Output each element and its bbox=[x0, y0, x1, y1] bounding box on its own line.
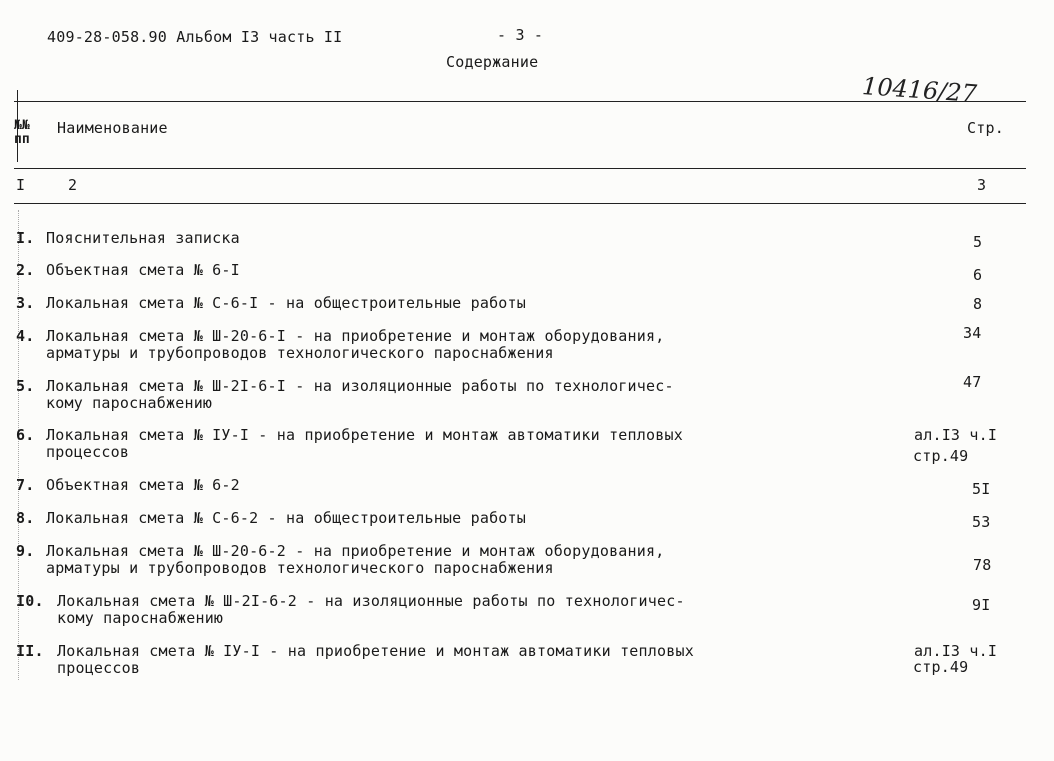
row-page-continued: стр.49 bbox=[913, 658, 969, 676]
row-title: Пояснительная записка bbox=[46, 229, 240, 247]
row-number: 8. bbox=[16, 509, 35, 527]
row-page: ал.I3 ч.I bbox=[914, 642, 998, 660]
row-page: 34 bbox=[963, 324, 982, 342]
index-col-3: 3 bbox=[977, 176, 987, 194]
row-page: 5I bbox=[972, 480, 991, 498]
row-number: 3. bbox=[16, 294, 35, 312]
handwritten-reference: 10416/27 bbox=[861, 72, 978, 108]
row-title: Локальная смета № Ш-20-6-2 - на приобретение и монтаж оборудования, bbox=[46, 542, 665, 560]
row-title-continued: кому пароснабжению bbox=[57, 609, 224, 627]
index-col-1: I bbox=[16, 176, 26, 194]
col-name-header: Наименование bbox=[57, 119, 168, 137]
col-page-header: Стр. bbox=[967, 119, 1004, 137]
row-title-continued: процессов bbox=[57, 659, 141, 677]
row-title: Локальная смета № IУ-I - на приобретение и монтаж автоматики тепловых bbox=[57, 642, 694, 660]
row-title: Локальная смета № IУ-I - на приобретение и монтаж автоматики тепловых bbox=[46, 426, 683, 444]
row-number: I0. bbox=[16, 592, 44, 610]
row-title: Локальная смета № Ш-2I-6-I - на изоляционные работы по технологичес- bbox=[46, 377, 674, 395]
row-number: II. bbox=[16, 642, 44, 660]
row-page: 5 bbox=[973, 233, 983, 251]
table-top-rule bbox=[14, 101, 1026, 102]
row-page: 9I bbox=[972, 596, 991, 614]
row-page: 6 bbox=[973, 266, 983, 284]
page-number: - 3 - bbox=[497, 26, 544, 44]
row-number: I. bbox=[16, 229, 35, 247]
row-page: ал.I3 ч.I bbox=[914, 426, 998, 444]
document-title: Содержание bbox=[446, 53, 539, 71]
row-title: Объектная смета № 6-I bbox=[46, 261, 240, 279]
table-header-rule bbox=[14, 168, 1026, 169]
row-number: 4. bbox=[16, 327, 35, 345]
row-title: Локальная смета № Ш-2I-6-2 - на изоляционные работы по технологичес- bbox=[57, 592, 685, 610]
row-page: 78 bbox=[973, 556, 992, 574]
row-page: 47 bbox=[963, 373, 982, 391]
row-page: 8 bbox=[973, 295, 983, 313]
row-number: 9. bbox=[16, 542, 35, 560]
col-num-header: №№ пп bbox=[14, 118, 30, 147]
row-title: Локальная смета № С-6-2 - на общестроительные работы bbox=[46, 509, 526, 527]
row-title: Локальная смета № Ш-20-6-I - на приобретение и монтаж оборудования, bbox=[46, 327, 665, 345]
index-col-2: 2 bbox=[68, 176, 78, 194]
row-page-continued: стр.49 bbox=[913, 447, 969, 465]
row-number: 6. bbox=[16, 426, 35, 444]
row-title-continued: процессов bbox=[46, 443, 130, 461]
row-page: 53 bbox=[972, 513, 991, 531]
table-index-rule bbox=[14, 203, 1026, 204]
row-number: 5. bbox=[16, 377, 35, 395]
row-title-continued: арматуры и трубопроводов технологического пароснабжения bbox=[46, 344, 554, 362]
row-title-continued: кому пароснабжению bbox=[46, 394, 213, 412]
row-title: Объектная смета № 6-2 bbox=[46, 476, 240, 494]
row-title: Локальная смета № С-6-I - на общестроительные работы bbox=[46, 294, 526, 312]
row-number: 2. bbox=[16, 261, 35, 279]
album-code: 409-28-058.90 Альбом I3 часть II bbox=[47, 28, 343, 46]
row-number: 7. bbox=[16, 476, 35, 494]
row-title-continued: арматуры и трубопроводов технологического пароснабжения bbox=[46, 559, 554, 577]
